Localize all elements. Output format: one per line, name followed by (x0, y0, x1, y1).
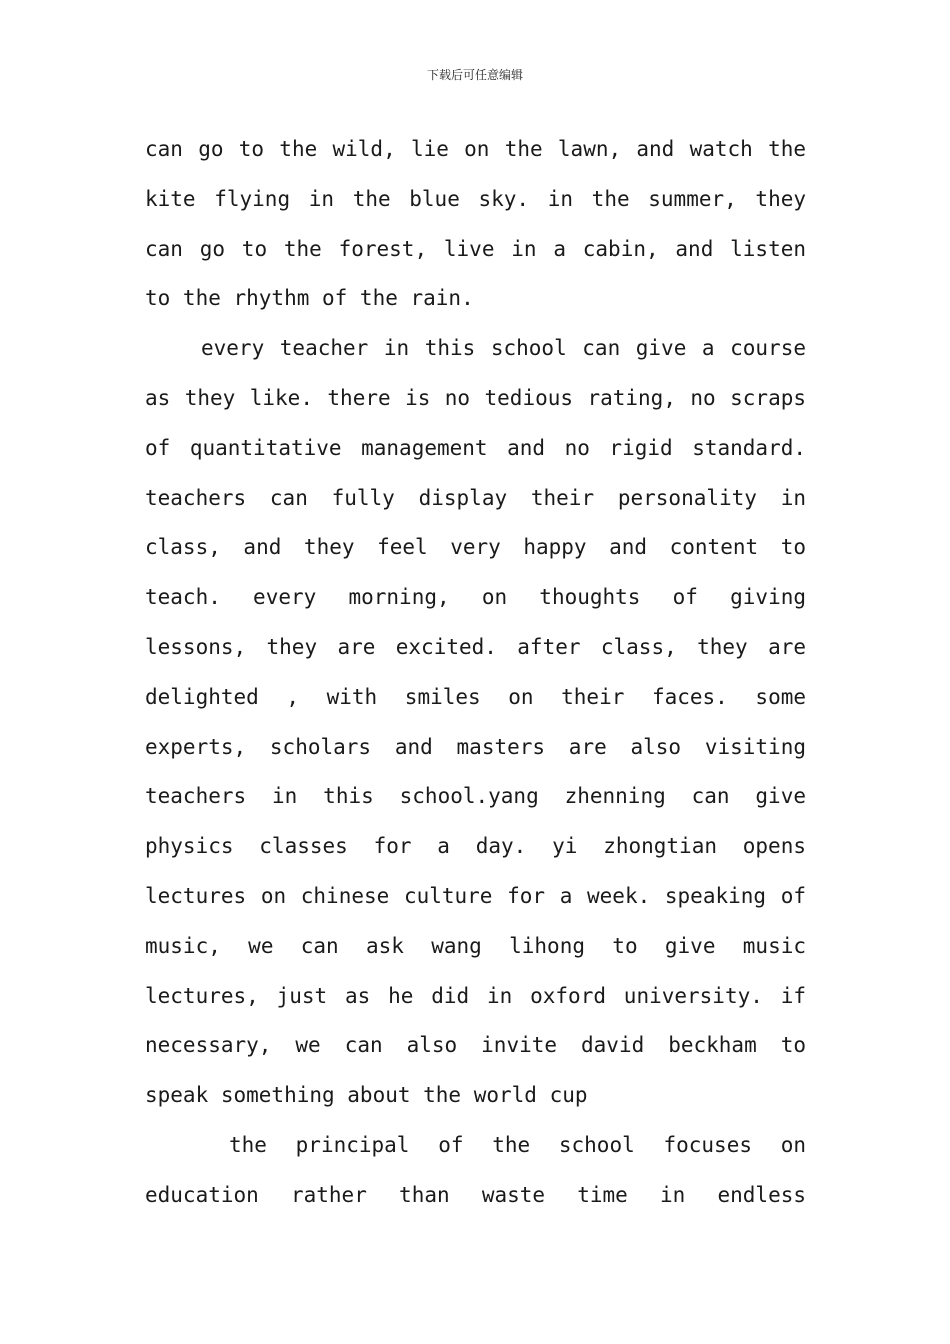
text-line: teachers can fully display their personality in (145, 485, 806, 510)
text-line: experts, scholars and masters are also visiting (145, 734, 806, 759)
text-line: as they like. there is no tedious rating, no scraps (145, 385, 806, 410)
text-line: teachers in this school.yang zhenning can give (145, 784, 806, 809)
text-line: physics classes for a day. yi zhongtian opens (145, 834, 806, 859)
text-line: can go to the wild, lie on the lawn, and watch the (145, 137, 806, 161)
text-line: lectures, just as he did in oxford university. if (145, 983, 806, 1008)
text-line: teach. every morning, on thoughts of giving (145, 585, 806, 610)
text-line: delighted , with smiles on their faces. some (145, 684, 806, 709)
text-line: speak something about the world cup (145, 1083, 588, 1108)
page-header: 下载后可任意编辑 (426, 68, 523, 82)
text-line: music, we can ask wang lihong to give music (145, 933, 806, 958)
text-line: education rather than waste time in endless (145, 1182, 806, 1207)
text-line: necessary, we can also invite david beckham to (145, 1033, 806, 1058)
text-line: of quantitative management and no rigid standard. (145, 435, 806, 460)
document-body (145, 125, 806, 1221)
paragraph (145, 1121, 806, 1221)
paragraph (145, 125, 806, 324)
text-line: lessons, they are excited. after class, they are (145, 634, 806, 659)
text-line: to the rhythm of the rain. (145, 286, 474, 311)
text-line: the principal of the school focuses on (229, 1132, 806, 1157)
text-line: every teacher in this school can give a course (201, 336, 806, 361)
text-line: can go to the forest, live in a cabin, and listen (145, 236, 806, 261)
text-line: class, and they feel very happy and content to (145, 535, 806, 560)
text-line: kite flying in the blue sky. in the summer, they (145, 186, 806, 211)
paragraph (145, 324, 806, 1121)
text-line: lectures on chinese culture for a week. speaking of (145, 883, 806, 908)
